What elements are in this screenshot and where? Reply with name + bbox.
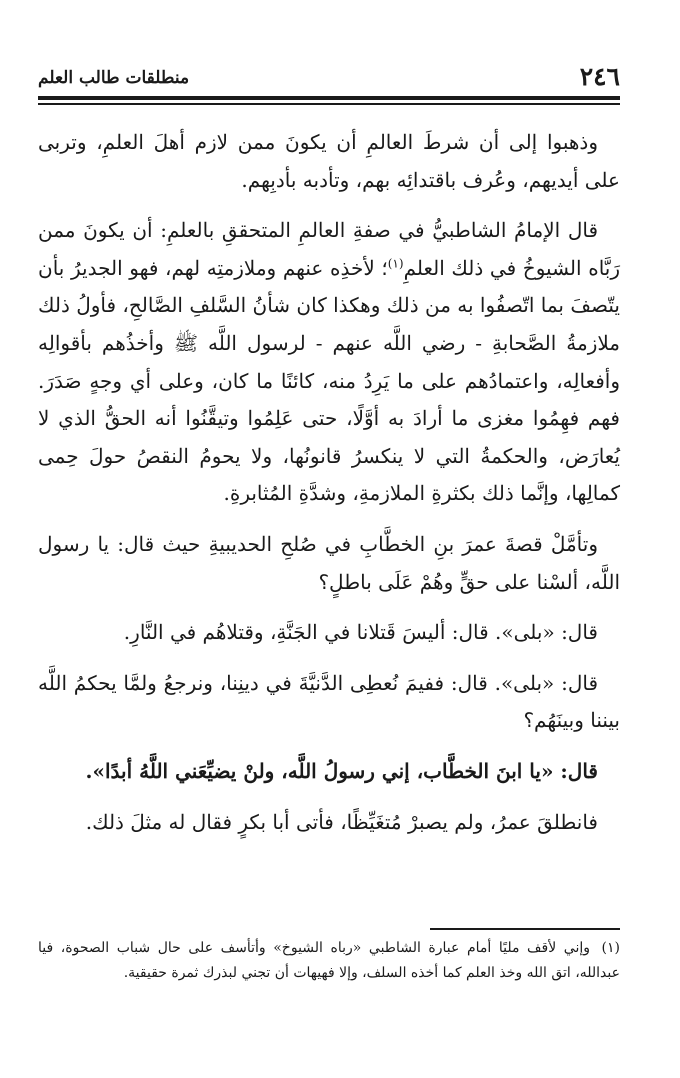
paragraph: قال: «بلى». قال: أليسَ قَتلانا في الجَنَّةِ، وقتلاهُم في النَّارِ. bbox=[123, 620, 598, 645]
main-text bbox=[38, 124, 620, 854]
paragraph-part: ؛ لأخذِه عنهم وملازمتِه لهم، فهو الجديرُ بأن يتّصفَ بما اتّصفُوا به من ذلك وهكذا كان شأنُ السَّلفِ الصَّالحِ، فأولُ ذلك ملازمةُ الصَّحابةِ - رضي اللَّه عنهم - لرسول اللَّه ﷺ وأخذُهم بأقوالِه وأفعالِه، واعتمادُهم على ما يَرِدُ منه، كائنًا ما كان، وعلى أي وجهٍ صَدَرَ. فهم فهِمُوا مغزى ما أرادَ به أوَّلًا، حتى عَلِمُوا وتيقَّنُوا أنه الحقُّ الذي لا يُعارَض، والحكمةُ التي لا ينكسرُ قانونُها، ولا يحومُ النقصُ حولَ حِمى كمالِها، وإنَّما ذلك بكثرةِ الملازمةِ، وشدَّةِ المُثابرةِ. bbox=[38, 255, 620, 506]
page-number: ٢٤٦ bbox=[579, 62, 620, 91]
footnote-marker: (١) bbox=[601, 940, 620, 956]
paragraph: قال: «بلى». قال: ففيمَ نُعطِى الدَّنيَّةَ في دينِنا، ونرجعُ ولمَّا يحكمُ اللَّه بيننا وبينَهُم؟ bbox=[38, 670, 620, 733]
paragraph: فانطلقَ عمرُ، ولم يصبرْ مُتغَيِّظًا، فأتى أبا بكرٍ فقال له مثلَ ذلك. bbox=[85, 809, 598, 834]
footnote-reference[interactable]: (١) bbox=[387, 256, 404, 271]
paragraph-part: قال الإمامُ الشاطبيُّ في صفةِ العالمِ المتحققِ بالعلمِ: أن يكونَ ممن رَبَّاه الشيوخُ في ذلك العلمِ bbox=[38, 218, 621, 280]
header-rule-thin bbox=[38, 103, 620, 105]
paragraph: وتأمَّلْ قصةَ عمرَ بنِ الخطَّابِ في صُلحِ الحديبيةِ حيث قال: يا رسول اللَّه، ألسْنا على حقٍّ وهُمْ عَلَى باطلٍ؟ bbox=[38, 531, 620, 594]
footnote-text: وإني لأقف مليًا أمام عبارة الشاطبي «رباه الشيوخ» وأتأسف على حال شباب الصحوة، فيا عبدالله، اتق الله وخذ العلم كما أخذه السلف، وإلا فهيهات أن تجني لبذرك ثمرة حقيقية. bbox=[38, 940, 620, 981]
running-title: منطلقات طالب العلم bbox=[38, 68, 190, 88]
header-rule-thick bbox=[38, 96, 620, 100]
paragraph-quote: قال: «يا ابنَ الخطَّاب، إني رسولُ اللَّه، ولنْ يضيِّعَني اللَّهُ أبدًا». bbox=[85, 758, 598, 783]
paragraph: وذهبوا إلى أن شرطَ العالمِ أن يكونَ ممن لازم أهلَ العلمِ، وتربى على أيديهم، وعُرف باقتدائِه بهم، وتأدبه بأدبِهم. bbox=[38, 130, 620, 192]
paragraph bbox=[38, 212, 620, 513]
footnote bbox=[38, 936, 620, 986]
footnote-separator bbox=[430, 928, 620, 930]
page-header bbox=[38, 62, 620, 92]
